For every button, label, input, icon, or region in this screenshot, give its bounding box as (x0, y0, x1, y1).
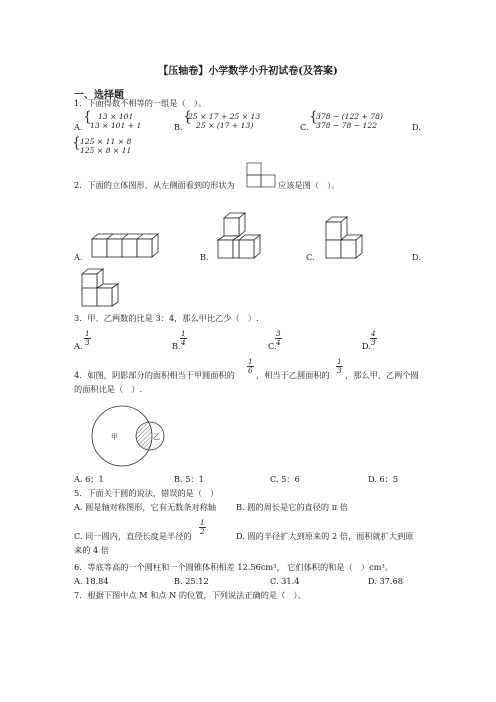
question-4-stem-part2: ，相当于乙圆面积的 (256, 370, 330, 380)
question-7-stem: 7．根据下图中点 M 和点 N 的位置，下列说法正确的是（ ）。 (74, 590, 306, 600)
q2-figure-a (88, 233, 160, 259)
q5-option-c-fraction: $\frac{1}{2}$ (200, 518, 205, 536)
q1-c-line1: 378 − (122 + 78) (316, 112, 383, 121)
q2-figure-b (214, 212, 274, 260)
question-2-stem-end: 应该是图（ ）。 (278, 180, 340, 190)
q6-option-b[interactable]: B. 25.12 (174, 576, 209, 586)
q3-option-b-fraction: $\frac{1}{4}$ (181, 329, 186, 347)
q6-option-a[interactable]: A. 18.84 (74, 576, 109, 586)
q4-option-d[interactable]: D. 6：5 (368, 474, 399, 484)
q1-c-line2: 378 − 78 − 122 (316, 121, 378, 130)
question-5-stem: 5．下面关于圆的说法，错误的是（ ） (74, 488, 219, 498)
question-2-stem-start: 2．下面的立体图形，从左侧面看到的形状为 (74, 180, 235, 190)
q1-option-c-label[interactable]: C. (300, 122, 309, 132)
q1-c-brace: { (309, 109, 318, 125)
question-6-stem: 6．等底等高的一个圆柱和一个圆锥体积相差 12.56cm³， 它们体积的和是（ ）cm³。 (74, 562, 393, 572)
q2-option-b-label[interactable]: B. (200, 252, 209, 262)
circle-yi-label: 乙 (153, 433, 160, 441)
q3-option-c-label[interactable]: C. (268, 341, 277, 351)
q5-option-d[interactable]: D. 圆的半径扩大到原来的 2 倍，面积就扩大到原 (236, 531, 414, 541)
circle-jia-label: 甲 (111, 433, 118, 441)
q1-option-d-label[interactable]: D. (412, 122, 421, 132)
q2-option-c-label[interactable]: C. (306, 252, 315, 262)
q2-figure-c (322, 216, 370, 260)
q1-b-line2: 25 × (17 + 13) (196, 121, 254, 130)
q3-option-d-fraction: $\frac{4}{3}$ (371, 329, 376, 347)
q3-option-d-label[interactable]: D. (362, 341, 371, 351)
q5-option-d-continued: 来的 4 倍 (74, 545, 109, 555)
q4-fraction-yi: $\frac{1}{3}$ (337, 357, 342, 375)
q3-option-b-label[interactable]: B. (172, 341, 181, 351)
q2-figure-d (76, 268, 126, 308)
q1-option-a-label[interactable]: A. (74, 122, 83, 132)
q3-option-a-fraction: $\frac{1}{3}$ (85, 329, 90, 347)
q4-circles-figure (90, 404, 170, 468)
q4-fraction-jia: $\frac{1}{6}$ (248, 357, 253, 375)
q1-a-brace: { (83, 109, 92, 125)
q4-option-b[interactable]: B. 5：1 (174, 474, 204, 484)
question-3-stem: 3．甲、乙两数的比是 3：4，那么甲比乙少（ ）. (74, 313, 259, 323)
q1-d-line1: 125 × 11 × 8 (80, 137, 132, 146)
q6-option-c[interactable]: C. 31.4 (270, 576, 300, 586)
q1-b-line1: 25 × 17 + 25 × 13 (188, 112, 261, 121)
question-4-stem-part1: 4．如图，阴影部分的面积相当于甲圆面积的 (74, 370, 235, 380)
q4-option-c[interactable]: C. 5：6 (270, 474, 300, 484)
q1-a-line2: 13 × 101 + 1 (90, 121, 142, 130)
q1-a-line1: 13 × 101 (98, 112, 134, 121)
q1-b-brace: { (183, 109, 192, 125)
q3-option-c-fraction: $\frac{3}{4}$ (276, 329, 281, 347)
q5-option-b[interactable]: B. 圆的周长是它的直径的 π 倍 (236, 502, 348, 512)
q1-d-brace: { (72, 135, 81, 151)
q5-option-c[interactable]: C. 同一圆内，直径长度是半径的 (74, 531, 192, 541)
q2-option-a-label[interactable]: A. (74, 252, 83, 262)
q3-option-a-label[interactable]: A. (74, 341, 83, 351)
q4-option-a[interactable]: A. 6：1 (74, 474, 104, 484)
section-heading-choice: 一、选择题 (74, 90, 124, 101)
question-4-stem-part3: ，那么甲、乙两个圆 (345, 370, 419, 380)
q1-d-line2: 125 × 8 × 11 (80, 146, 132, 155)
question-1-stem: 1．下面得数不相等的一组是（ ）。 (74, 98, 207, 108)
question-4-stem-line2: 的面积比是（ ）. (74, 384, 143, 394)
q1-option-b-label[interactable]: B. (174, 122, 183, 132)
q6-option-d[interactable]: D. 37.68 (368, 576, 403, 586)
exam-title: 【压轴卷】小学数学小升初试卷(及答案) (158, 66, 338, 77)
q5-option-a[interactable]: A. 圆是轴对称图形，它有无数条对称轴 (74, 502, 217, 512)
q2-option-d-label[interactable]: D. (412, 252, 421, 262)
q2-side-view-figure (246, 162, 276, 188)
